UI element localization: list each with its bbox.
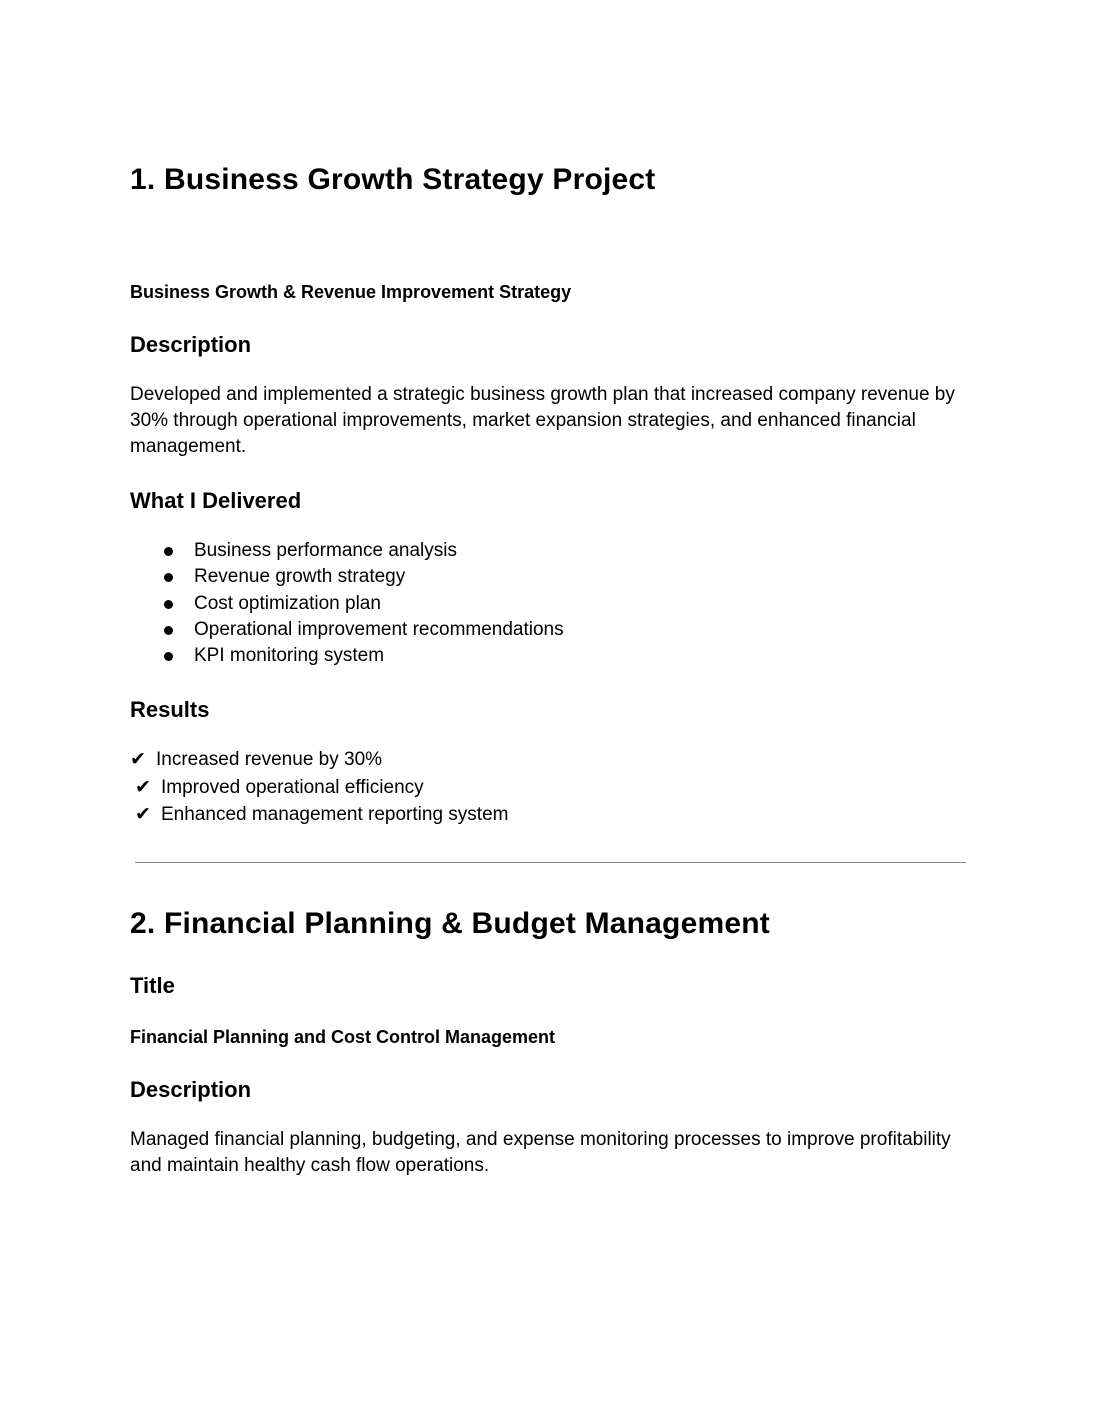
delivered-list-item: Cost optimization plan — [130, 591, 564, 617]
section-2-subtitle: Financial Planning and Cost Control Management — [130, 1027, 556, 1047]
results-list-item: ✔ Increased revenue by 30% — [130, 746, 508, 774]
section-2-title-heading: Title — [130, 973, 175, 998]
delivered-list-item: Operational improvement recommendations — [130, 617, 564, 643]
section-2-description-text: Managed financial planning, budgeting, and expense monitoring processes to improve profitability and maintain healthy cash flow operations. — [130, 1129, 951, 1176]
section-1-results-heading: Results — [130, 697, 210, 722]
section-divider — [135, 862, 966, 863]
document-page — [130, 0, 970, 1424]
delivered-list-item: KPI monitoring system — [130, 643, 564, 669]
checkmark-icon: ✔ — [135, 775, 151, 798]
section-1-subtitle: Business Growth & Revenue Improvement Strategy — [130, 282, 572, 302]
bullet-icon — [164, 600, 173, 609]
bullet-icon — [164, 652, 173, 661]
section-1-description-text: Developed and implemented a strategic business growth plan that increased company revenue by 30% through operational improvements, market expansion strategies, and enhanced financial management. — [130, 384, 955, 457]
section-1-delivered-heading: What I Delivered — [130, 488, 302, 513]
section-2-description-heading: Description — [130, 1077, 252, 1102]
results-list — [130, 746, 508, 829]
section-1-description-heading: Description — [130, 332, 252, 357]
bullet-icon — [164, 547, 173, 556]
results-list-item: ✔ Enhanced management reporting system — [130, 801, 508, 829]
delivered-list-item: Revenue growth strategy — [130, 564, 564, 590]
bullet-icon — [164, 573, 173, 582]
checkmark-icon: ✔ — [135, 803, 151, 825]
delivered-list-item: Business performance analysis — [130, 538, 564, 564]
checkmark-icon: ✔ — [130, 748, 146, 770]
bullet-icon — [164, 626, 173, 635]
section-1-heading: 1. Business Growth Strategy Project — [130, 163, 656, 196]
delivered-list — [130, 538, 564, 669]
section-2-heading: 2. Financial Planning & Budget Management — [130, 907, 770, 940]
results-list-item: ✔ Improved operational efficiency — [130, 774, 508, 802]
